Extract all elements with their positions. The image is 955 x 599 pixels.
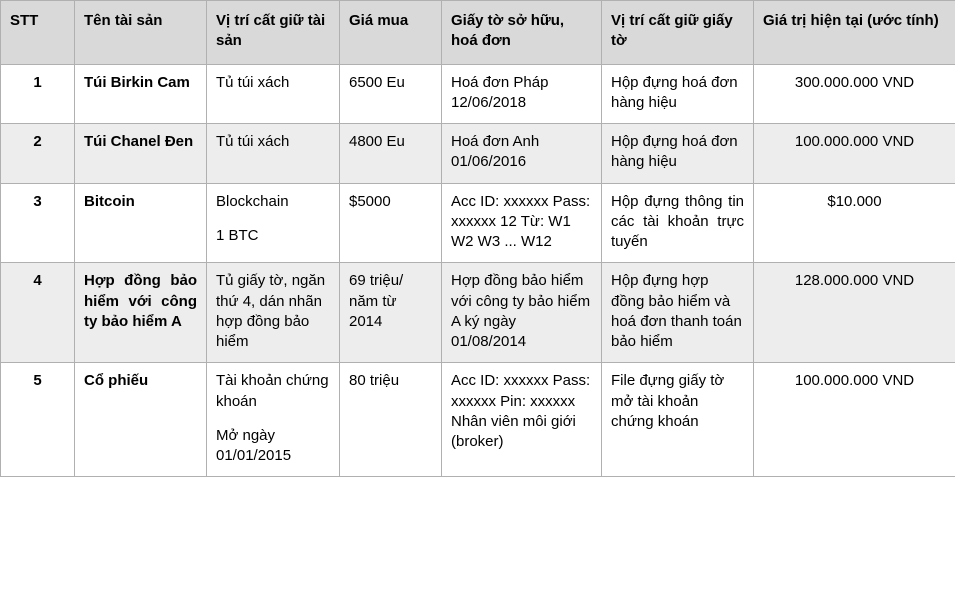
cell-asset-name: Bitcoin bbox=[75, 183, 207, 263]
table-row bbox=[1, 363, 955, 477]
cell-purchase-price: 4800 Eu bbox=[340, 124, 442, 184]
cell-document-location: Hộp đựng hoá đơn hàng hiệu bbox=[602, 64, 754, 124]
cell-asset-location-main: Tài khoản chứng khoán bbox=[216, 372, 329, 410]
header-asset-name: Tên tài sản bbox=[75, 1, 207, 65]
cell-stt: 1 bbox=[1, 64, 75, 124]
cell-asset-location bbox=[207, 363, 340, 477]
table-row bbox=[1, 263, 955, 363]
cell-ownership-documents: Hoá đơn Anh 01/06/2016 bbox=[442, 124, 602, 184]
cell-purchase-price: $5000 bbox=[340, 183, 442, 263]
cell-ownership-documents: Hợp đồng bảo hiểm với công ty bảo hiểm A ký ngày 01/08/2014 bbox=[442, 263, 602, 363]
cell-asset-location: Tủ túi xách bbox=[207, 64, 340, 124]
cell-current-value: 300.000.000 VND bbox=[754, 64, 955, 124]
cell-purchase-price: 6500 Eu bbox=[340, 64, 442, 124]
header-document-location: Vị trí cất giữ giấy tờ bbox=[602, 1, 754, 65]
table-header bbox=[1, 1, 955, 65]
header-ownership-documents: Giấy tờ sở hữu, hoá đơn bbox=[442, 1, 602, 65]
header-purchase-price: Giá mua bbox=[340, 1, 442, 65]
table-row bbox=[1, 183, 955, 263]
cell-purchase-price: 69 triệu/ năm từ 2014 bbox=[340, 263, 442, 363]
cell-asset-location bbox=[207, 183, 340, 263]
cell-asset-location-main: Blockchain bbox=[216, 192, 289, 210]
table-body bbox=[1, 64, 955, 477]
cell-ownership-documents: Acc ID: xxxxxx Pass: xxxxxx 12 Từ: W1 W2 W3 ... W12 bbox=[442, 183, 602, 263]
cell-spacer bbox=[216, 212, 330, 226]
cell-document-location: Hộp đựng hợp đồng bảo hiểm và hoá đơn thanh toán bảo hiểm bbox=[602, 263, 754, 363]
cell-asset-location-extra: 1 BTC bbox=[216, 226, 259, 244]
cell-asset-name: Túi Chanel Đen bbox=[75, 124, 207, 184]
cell-spacer bbox=[216, 412, 330, 426]
cell-purchase-price: 80 triệu bbox=[340, 363, 442, 477]
cell-asset-location: Tủ giấy tờ, ngăn thứ 4, dán nhãn hợp đồng bảo hiểm bbox=[207, 263, 340, 363]
cell-stt: 3 bbox=[1, 183, 75, 263]
cell-current-value: $10.000 bbox=[754, 183, 955, 263]
cell-asset-name: Cổ phiếu bbox=[75, 363, 207, 477]
cell-asset-location-extra: Mở ngày 01/01/2015 bbox=[216, 426, 292, 464]
table-row bbox=[1, 64, 955, 124]
cell-asset-location: Tủ túi xách bbox=[207, 124, 340, 184]
cell-stt: 5 bbox=[1, 363, 75, 477]
cell-document-location: Hộp đựng thông tin các tài khoản trực tuyến bbox=[602, 183, 754, 263]
table-row bbox=[1, 124, 955, 184]
cell-document-location: Hộp đựng hoá đơn hàng hiệu bbox=[602, 124, 754, 184]
header-asset-location: Vị trí cất giữ tài sản bbox=[207, 1, 340, 65]
cell-ownership-documents: Hoá đơn Pháp 12/06/2018 bbox=[442, 64, 602, 124]
cell-stt: 4 bbox=[1, 263, 75, 363]
header-current-value: Giá trị hiện tại (ước tính) bbox=[754, 1, 955, 65]
cell-asset-name: Hợp đồng bảo hiểm với công ty bảo hiểm A bbox=[75, 263, 207, 363]
cell-current-value: 100.000.000 VND bbox=[754, 124, 955, 184]
cell-current-value: 100.000.000 VND bbox=[754, 363, 955, 477]
cell-stt: 2 bbox=[1, 124, 75, 184]
cell-ownership-documents: Acc ID: xxxxxx Pass: xxxxxx Pin: xxxxxx Nhân viên môi giới (broker) bbox=[442, 363, 602, 477]
cell-current-value: 128.000.000 VND bbox=[754, 263, 955, 363]
header-row bbox=[1, 1, 955, 65]
header-stt: STT bbox=[1, 1, 75, 65]
cell-asset-name: Túi Birkin Cam bbox=[75, 64, 207, 124]
cell-document-location: File đựng giấy tờ mở tài khoản chứng khoán bbox=[602, 363, 754, 477]
